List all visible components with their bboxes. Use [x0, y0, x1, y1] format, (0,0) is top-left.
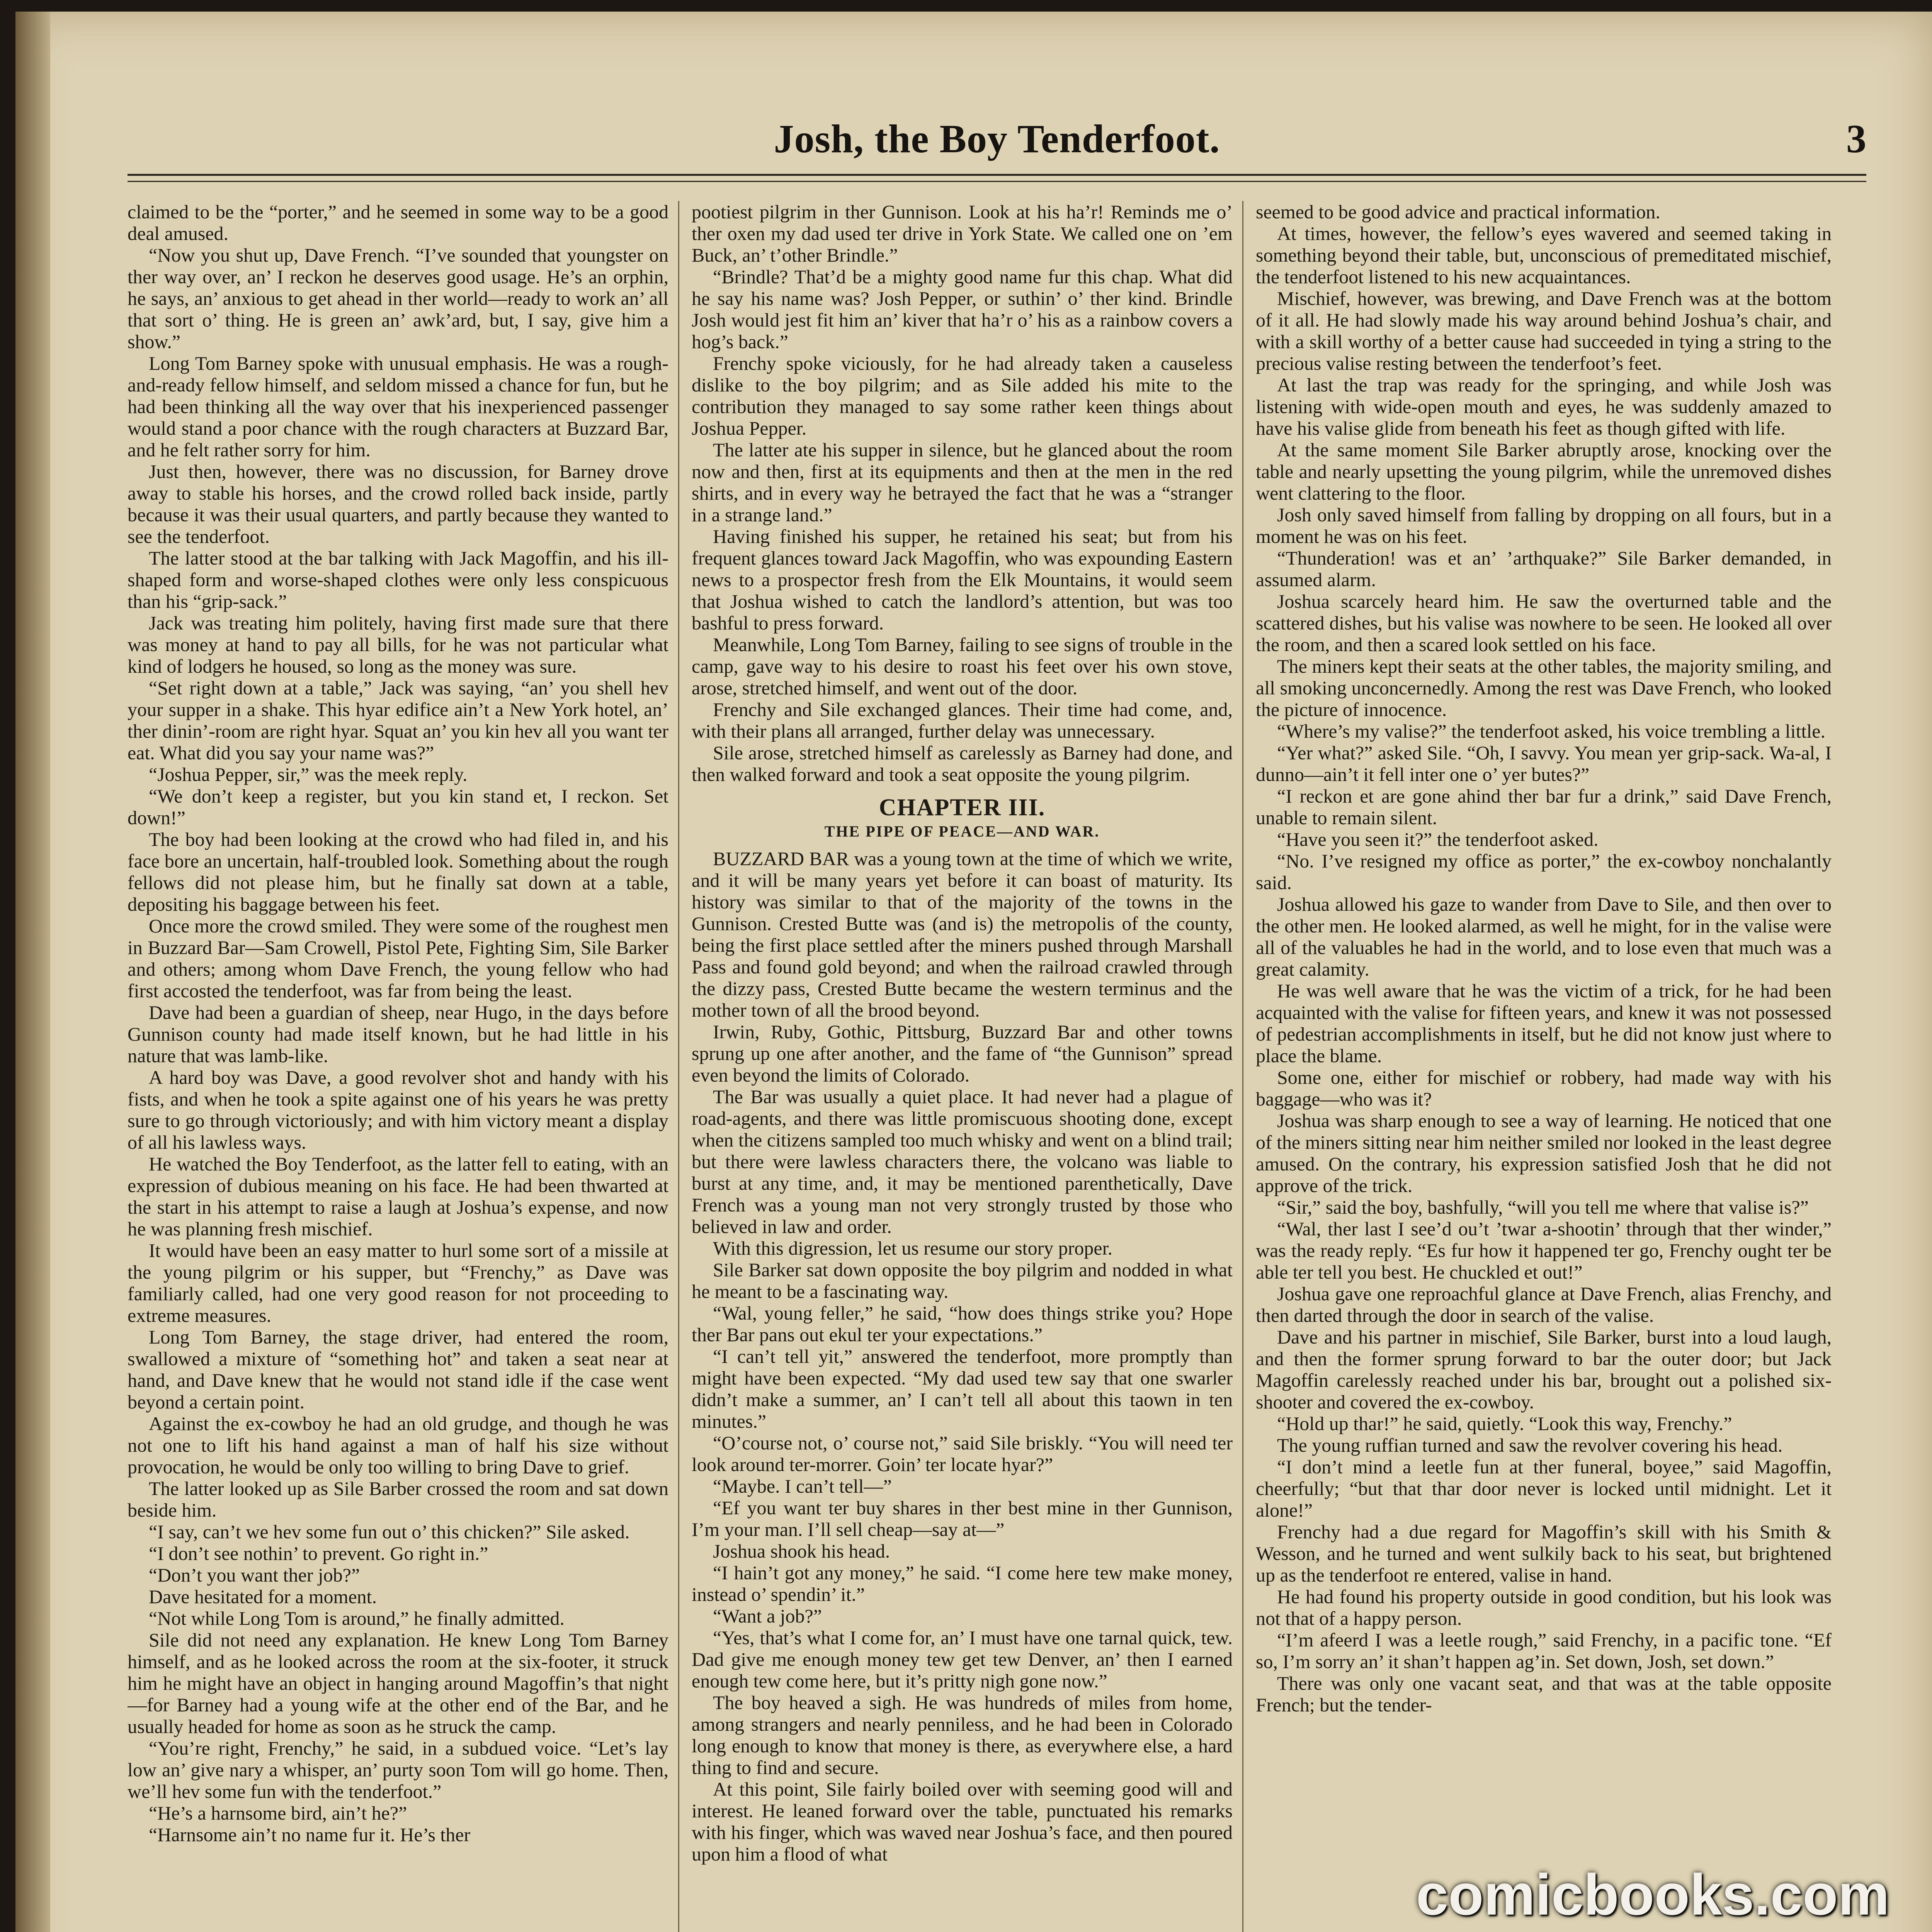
paragraph: “Yes, that’s what I come for, an’ I must have one tarnal quick, tew. Dad give me enough money tew get tew Denver, an’ then I earned enough tew come here, but it’s pritty nigh gone now.” — [692, 1627, 1233, 1692]
column-2-after-chapter — [692, 848, 1233, 1865]
paragraph: “Wal, young feller,” he said, “how does things strike you? Hope ther Bar pans out ekul ter your expectations.” — [692, 1302, 1233, 1345]
paragraph: “Ef you want ter buy shares in ther best mine in ther Gunnison, I’m your man. I’ll sell cheap—say at—” — [692, 1497, 1233, 1540]
paragraph: The miners kept their seats at the other tables, the majority smiling, and all smoking unconcernedly. Among the rest was Dave French, who looked the picture of innocence. — [1256, 655, 1832, 720]
paragraph: The Bar was usually a quiet place. It had never had a plague of road-agents, and there was little promiscuous shooting done, except when the citizens sampled too much whisky and went on a blind trail; but there were lawless characters there, the volcano was liable to burst at any time, and, it may be mentioned parenthetically, Dave French was a young man not very strongly trusted by those who believed in law and order. — [692, 1086, 1233, 1237]
paragraph: At this point, Sile fairly boiled over with seeming good will and interest. He leaned forward over the table, punctuated his remarks with his finger, which was waved near Joshua’s face, and then poured upon him a flood of what — [692, 1778, 1233, 1865]
paragraph: “Not while Long Tom is around,” he finally admitted. — [149, 1607, 565, 1629]
paragraph: Long Tom Barney spoke with unusual emphasis. He was a rough-and-ready fellow himself, and seldom missed a chance for fun, but he had been thinking all the way over that his inexperienced passenger would stand a poor chance with the rough characters at Buzzard Bar, and he felt rather sorry for him. — [128, 352, 668, 461]
paragraph: “You’re right, Frenchy,” he said, in a subdued voice. “Let’s lay low an’ give nary a whisper, an’ purty soon Tom will go home. Then, we’ll hev some fun with the tenderfoot.” — [128, 1737, 668, 1802]
paragraph: “O’course not, o’ course not,” said Sile briskly. “You will need ter look around ter-morrer. Goin’ ter locate hyar?” — [692, 1432, 1233, 1475]
paragraph: “Thunderation! was et an’ ’arthquake?” Sile Barker demanded, in assumed alarm. — [1256, 547, 1832, 590]
paragraph: The latter ate his supper in silence, but he glanced about the room now and then, first at its equipments and then at the men in the red shirts, and in every way he betrayed the fact that he was a “stranger in a strange land.” — [692, 439, 1233, 526]
paragraph: “Now you shut up, Dave French. “I’ve sounded that youngster on ther way over, an’ I reckon he deserves good usage. He’s an orphin, he says, an’ anxious to get ahead in ther world—ready to work an’ all that sort o’ thing. He is green an’ awk’ard, but, I say, give him a show.” — [128, 244, 668, 352]
paragraph: Once more the crowd smiled. They were some of the roughest men in Buzzard Bar—Sam Crowell, Pistol Pete, Fighting Sim, Sile Barker and others; among whom Dave French, the young fellow who had first accosted the tenderfoot, was far from being the least. — [128, 915, 668, 1002]
paragraph: He watched the Boy Tenderfoot, as the latter fell to eating, with an expression of dubious meaning on his face. He had been thwarted at the start in his attempt to raise a laugh at Joshua’s expense, and now he was planning fresh mischief. — [128, 1153, 668, 1240]
paragraph: “I can’t tell yit,” answered the tenderfoot, more promptly than might have been expected. “My dad used tew say that one swarler didn’t make a summer, an’ I can’t tell all about this taown in ten minutes.” — [692, 1345, 1233, 1432]
paragraph: BUZZARD BAR was a young town at the time of which we write, and it will be many years yet before it can boast of maturity. Its history was similar to that of the majority of the towns in the Gunnison. Crested Butte was (and is) the metropolis of the county, being the first place settled after the miners pushed through Marshall Pass and found gold beyond; and when the railroad crawled through the dizzy pass, Crested Butte became the western terminus and the mother town of all the brood beyond. — [692, 848, 1233, 1021]
paragraph: The boy had been looking at the crowd who had filed in, and his face bore an uncertain, half-troubled look. Something about the rough fellows did not please him, but he finally sat down at a table, depositing his baggage between his feet. — [128, 828, 668, 915]
paragraph: “Brindle? That’d be a mighty good name fur this chap. What did he say his name was? Josh Pepper, or suthin’ o’ ther kind. Brindle Josh would jest fit him an’ kiver that ha’r o’ his as a rainbow covers a hog’s back.” — [692, 266, 1233, 352]
paragraph: Joshua scarcely heard him. He saw the overturned table and the scattered dishes, but his valise was nowhere to be seen. He looked all over the room, and then a scared look settled on his face. — [1256, 590, 1832, 655]
header-rule — [128, 174, 1866, 176]
paragraph: There was only one vacant seat, and that was at the table opposite French; but the tender- — [1256, 1672, 1832, 1716]
paragraph: It would have been an easy matter to hurl some sort of a missile at the young pilgrim or his supper, but “Frenchy,” as Dave was familiarly called, had one very good reason for not proceeding to extreme measures. — [128, 1240, 668, 1326]
paragraph: Meanwhile, Long Tom Barney, failing to see signs of trouble in the camp, gave way to his desire to roast his feet over his own stove, arose, stretched himself, and went out of the door. — [692, 634, 1233, 699]
paragraph: Jack was treating him politely, having first made sure that there was money at hand to pay all bills, for he was not particular what kind of lodgers he housed, so long as the money was sure. — [128, 612, 668, 677]
paragraph: He had found his property outside in good condition, but his look was not that of a happy person. — [1256, 1586, 1832, 1629]
paragraph: Joshua was sharp enough to see a way of learning. He noticed that one of the miners sitting near him neither smiled nor looked in the least degree amused. On the contrary, his expression satisfied Josh that he did not approve of the trick. — [1256, 1110, 1832, 1196]
paragraph: Frenchy had a due regard for Magoffin’s skill with his Smith & Wesson, and he turned and went sulkily back to his seat, but brightened up as the tenderfoot re entered, valise in hand. — [1256, 1521, 1832, 1586]
paragraph: Long Tom Barney, the stage driver, had entered the room, swallowed a mixture of “something hot” and taken a seat near at hand, and Dave knew that he would not stand idle if the case went beyond a certain point. — [128, 1326, 668, 1413]
paragraph: Sile did not need any explanation. He knew Long Tom Barney himself, and as he looked across the room at the six-footer, it struck him he might have an object in hanging around Magoffin’s that night—for Barney had a young wife at the other end of the Bar, and he usually headed for home as soon as he struck the camp. — [128, 1629, 668, 1737]
paragraph: Joshua shook his head. — [713, 1540, 890, 1562]
paragraph: “I don’t mind a leetle fun at ther funeral, boyee,” said Magoffin, cheerfully; “but that thar door never is locked until midnight. Let it alone!” — [1256, 1456, 1832, 1521]
paragraph: Having finished his supper, he retained his seat; but from his frequent glances toward Jack Magoffin, who was expounding Eastern news to a prospector fresh from the Elk Mountains, it would seem that Joshua wished to catch the landlord’s attention, but was too bashful to press forward. — [692, 526, 1233, 634]
paragraph: “Don’t you want ther job?” — [149, 1564, 360, 1586]
paragraph: “I say, can’t we hev some fun out o’ this chicken?” Sile asked. — [149, 1521, 630, 1543]
column-2-before-chapter — [692, 201, 1233, 785]
paragraph: Some one, either for mischief or robbery, had made way with his baggage—who was it? — [1256, 1066, 1832, 1110]
chapter-heading: CHAPTER III. — [879, 794, 1046, 821]
paragraph: He was well aware that he was the victim of a trick, for he had been acquainted with the valise for fifteen years, and knew it was not possessed of pedestrian accomplishments in itself, but he did not know just where to place the blame. — [1256, 980, 1832, 1066]
paragraph: seemed to be good advice and practical information. — [1256, 201, 1660, 223]
paragraph: The latter stood at the bar talking with Jack Magoffin, and his ill-shaped form and worse-shaped clothes were only less conspicuous than his “grip-sack.” — [128, 547, 668, 612]
paragraph: At the same moment Sile Barker abruptly arose, knocking over the table and nearly upsetting the young pilgrim, while the unremoved dishes went clattering to the floor. — [1256, 439, 1832, 504]
running-header — [128, 116, 1866, 174]
paragraph: Dave had been a guardian of sheep, near Hugo, in the days before Gunnison county had made itself known, but he had little in his nature that was lamb-like. — [128, 1002, 668, 1066]
paragraph: Dave and his partner in mischief, Sile Barker, burst into a loud laugh, and then the former sprung forward to bar the outer door; but Jack Magoffin carelessly reached under his bar, brought out a polished six-shooter and covered the ex-cowboy. — [1256, 1326, 1832, 1413]
paragraph: A hard boy was Dave, a good revolver shot and handy with his fists, and when he took a spite against one of his years he was pretty sure to go through victoriously; and with him victory meant a display of all his lawless ways. — [128, 1066, 668, 1153]
header-rule-thin — [128, 181, 1866, 182]
paragraph: “Harnsome ain’t no name fur it. He’s ther — [149, 1824, 471, 1845]
paragraph: “Want a job?” — [713, 1605, 822, 1627]
text-column-3 — [1256, 201, 1832, 1932]
paragraph: The boy heaved a sigh. He was hundreds of miles from home, among strangers and nearly penniless, and he had been in Colorado long enough to know that money is there, as everywhere else, a hard thing to find and secure. — [692, 1692, 1233, 1778]
paragraph: “Maybe. I can’t tell—” — [713, 1475, 892, 1497]
paragraph: “I don’t see nothin’ to prevent. Go right in.” — [149, 1543, 488, 1564]
paragraph: pootiest pilgrim in ther Gunnison. Look at his ha’r! Reminds me o’ ther oxen my dad used ter drive in York State. We called one on ’em Buck, an’ t’other Brindle.” — [692, 201, 1233, 266]
paragraph: Mischief, however, was brewing, and Dave French was at the bottom of it all. He had slowly made his way around behind Joshua’s chair, and with a skill worthy of a better cause had succeeded in tying a string to the precious valise resting between the tenderfoot’s feet. — [1256, 287, 1832, 374]
paragraph: claimed to be the “porter,” and he seemed in some way to be a good deal amused. — [128, 201, 668, 244]
paragraph: “Where’s my valise?” the tenderfoot asked, his voice trembling a little. — [1277, 720, 1825, 742]
paragraph: The young ruffian turned and saw the revolver covering his head. — [1277, 1434, 1783, 1456]
paragraph: “I reckon et are gone ahind ther bar fur a drink,” said Dave French, unable to remain silent. — [1256, 785, 1832, 828]
paragraph: Irwin, Ruby, Gothic, Pittsburg, Buzzard Bar and other towns sprung up one after another, and the fame of “the Gunnison” spread even beyond the limits of Colorado. — [692, 1021, 1233, 1086]
paragraph: Sile arose, stretched himself as carelessly as Barney had done, and then walked forward and took a seat opposite the young pilgrim. — [692, 742, 1233, 785]
paragraph: “I’m afeerd I was a leetle rough,” said Frenchy, in a pacific tone. “Ef so, I’m sorry an’ it shan’t happen ag’in. Set down, Josh, set down.” — [1256, 1629, 1832, 1672]
paragraph: Joshua gave one reproachful glance at Dave French, alias Frenchy, and then darted through the door in search of the valise. — [1256, 1283, 1832, 1326]
text-column-2 — [692, 201, 1233, 1932]
paragraph: At times, however, the fellow’s eyes wavered and seemed taking in something beyond their table, but, unconscious of premeditated mischief, the tenderfoot listened to his new acquaintances. — [1256, 223, 1832, 287]
paragraph: “No. I’ve resigned my office as porter,” the ex-cowboy nonchalantly said. — [1256, 850, 1832, 893]
binding-spine — [15, 12, 50, 1932]
paragraph: “Wal, ther last I see’d ou’t ’twar a-shootin’ through that ther winder,” was the ready reply. “Es fur how it happened ter go, Frenchy ought ter be able ter tell you best. He chuckled et out!” — [1256, 1218, 1832, 1283]
paragraph: “Joshua Pepper, sir,” was the meek reply. — [149, 764, 468, 785]
column-divider — [1242, 201, 1243, 1932]
running-title: Josh, the Boy Tenderfoot. — [774, 117, 1220, 161]
paragraph: Frenchy spoke viciously, for he had already taken a causeless dislike to the boy pilgrim; and as Sile added his mite to the contribution they managed to say some rather keen things about Joshua Pepper. — [692, 352, 1233, 439]
paragraph: Dave hesitated for a moment. — [149, 1586, 377, 1607]
paragraph: Just then, however, there was no discussion, for Barney drove away to stable his horses, and the crowd rolled back inside, partly because it was their usual quarters, and partly because they wanted to see the tenderfoot. — [128, 461, 668, 547]
watermark: comicbooks.com — [1416, 1862, 1889, 1927]
paragraph: “Hold up thar!” he said, quietly. “Look this way, Frenchy.” — [1277, 1413, 1732, 1434]
paragraph: Sile Barker sat down opposite the boy pilgrim and nodded in what he meant to be a fascinating way. — [692, 1259, 1233, 1302]
paragraph: “I hain’t got any money,” he said. “I come here tew make money, instead o’ spendin’ it.” — [692, 1562, 1233, 1605]
paragraph: With this digression, let us resume our story proper. — [713, 1237, 1112, 1259]
paragraph: “He’s a harnsome bird, ain’t he?” — [149, 1802, 407, 1824]
paragraph: “We don’t keep a register, but you kin stand et, I reckon. Set down!” — [128, 785, 668, 828]
paragraph: “Have you seen it?” the tenderfoot asked. — [1277, 828, 1599, 850]
paragraph: Josh only saved himself from falling by dropping on all fours, but in a moment he was on his feet. — [1256, 504, 1832, 547]
paragraph: Joshua allowed his gaze to wander from Dave to Sile, and then over to the other men. He looked alarmed, as well he might, for in the valise were all of the valuables he had in the world, and to lose even that much was a great calamity. — [1256, 893, 1832, 980]
page-number: 3 — [1846, 117, 1866, 161]
paragraph: “Sir,” said the boy, bashfully, “will you tell me where that valise is?” — [1277, 1196, 1809, 1218]
text-column-1 — [128, 201, 668, 1932]
paragraph: The latter looked up as Sile Barber crossed the room and sat down beside him. — [128, 1478, 668, 1521]
paragraph: “Yer what?” asked Sile. “Oh, I savvy. You mean yer grip-sack. Wa-al, I dunno—ain’t it fell inter one o’ yer butes?” — [1256, 742, 1832, 785]
paragraph: At last the trap was ready for the springing, and while Josh was listening with wide-open mouth and eyes, he was suddenly amazed to have his valise glide from beneath his feet as though gifted with life. — [1256, 374, 1832, 439]
paragraph: “Set right down at a table,” Jack was saying, “an’ you shell hev your supper in a shake. This hyar edifice ain’t a New York hotel, an’ ther dinin’-room are right hyar. Squat an’ you kin hev all you want ter eat. What did you say your name was?” — [128, 677, 668, 764]
paragraph: Against the ex-cowboy he had an old grudge, and though he was not one to lift his hand against a man of half his size without provocation, he would be only too willing to bring Dave to grief. — [128, 1413, 668, 1478]
paragraph: Frenchy and Sile exchanged glances. Their time had come, and, with their plans all arranged, further delay was unnecessary. — [692, 699, 1233, 742]
column-divider — [678, 201, 679, 1932]
chapter-subheading: THE PIPE OF PEACE—AND WAR. — [824, 823, 1100, 840]
